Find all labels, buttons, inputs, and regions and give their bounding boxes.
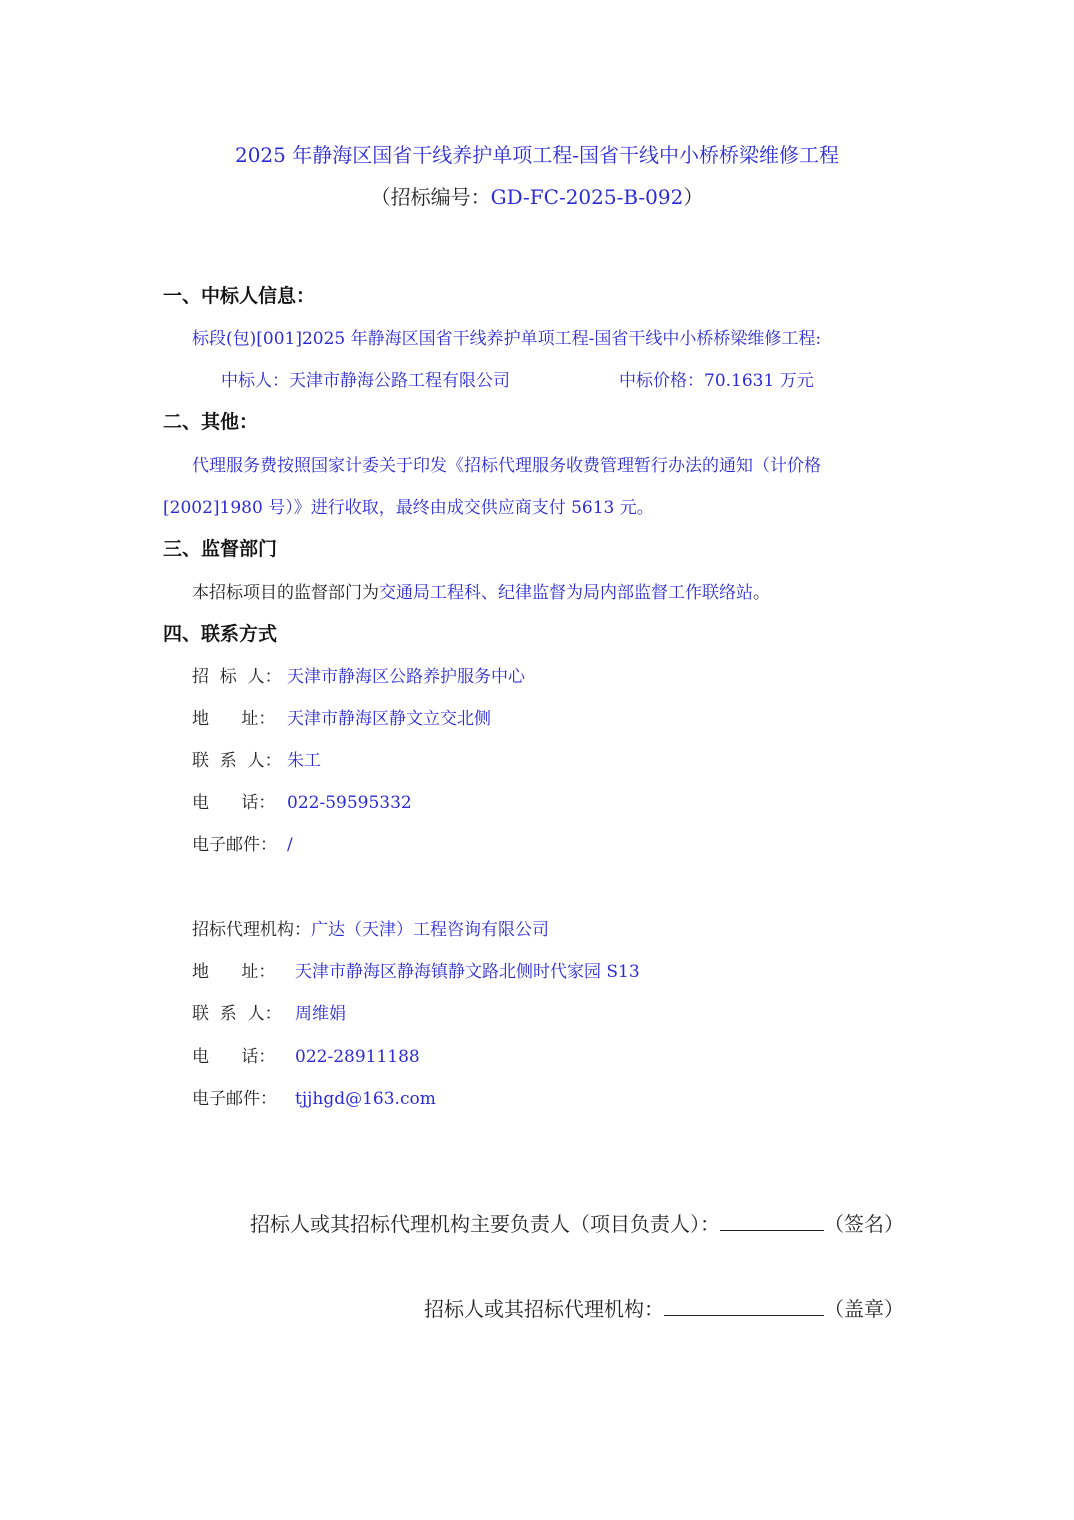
- tenderer-contact-label: 联 系 人：: [192, 751, 282, 771]
- section-2-heading: 二、其他：: [163, 411, 259, 433]
- tenderer-contact-value: 朱工: [287, 751, 321, 771]
- agency-phone-value: 022-28911188: [295, 1047, 420, 1067]
- agency-address-label: 地 址：: [192, 962, 276, 982]
- tender-number-prefix: （招标编号：: [370, 185, 491, 209]
- price-value: 70.1631 万元: [704, 371, 814, 391]
- tenderer-email-label: 电子邮件：: [192, 835, 277, 855]
- tender-number-suffix: ）: [683, 185, 704, 209]
- tenderer-name-label: 招 标 人：: [192, 667, 282, 687]
- tender-number-code: GD-FC-2025-B-092: [490, 185, 684, 209]
- agency-email-value: tjjhgd@163.com: [295, 1089, 436, 1109]
- signature-responsible-line: [250, 1208, 904, 1237]
- agency-address-row: [192, 957, 640, 982]
- agency-name-label: 招标代理机构：: [192, 920, 311, 940]
- agency-contact-label: 联 系 人：: [192, 1004, 282, 1024]
- tenderer-address-label: 地 址：: [192, 709, 276, 729]
- signature-responsible-label: 招标人或其招标代理机构主要负责人（项目负责人）：: [250, 1212, 720, 1236]
- winner-value: 天津市静海公路工程有限公司: [289, 371, 510, 391]
- supervision-prefix: 本招标项目的监督部门为: [192, 583, 379, 603]
- price-label: 中标价格：: [619, 371, 704, 391]
- fee-paragraph-line2: [2002]1980 号）》进行收取，最终由成交供应商支付 5613 元。: [163, 498, 654, 518]
- agency-name-row: [192, 915, 549, 940]
- signature-responsible-suffix: （签名）: [824, 1212, 904, 1236]
- tenderer-name-value: 天津市静海区公路养护服务中心: [287, 667, 525, 687]
- agency-name-value: 广达（天津）工程咨询有限公司: [311, 920, 549, 940]
- supervision-text: [192, 578, 770, 603]
- section-4-heading: 四、联系方式: [163, 623, 278, 645]
- document-title: 2025 年静海区国省干线养护单项工程-国省干线中小桥桥梁维修工程: [234, 143, 839, 167]
- agency-address-value: 天津市静海区静海镇静文路北侧时代家园 S13: [295, 962, 640, 982]
- tenderer-email-row: [192, 830, 293, 855]
- section-1-heading: 一、中标人信息：: [163, 285, 316, 307]
- agency-phone-row: [192, 1042, 420, 1067]
- agency-email-row: [192, 1084, 436, 1109]
- tenderer-address-value: 天津市静海区静文立交北侧: [287, 709, 491, 729]
- agency-phone-label: 电 话：: [192, 1047, 276, 1067]
- seal-label: 招标人或其招标代理机构：: [424, 1297, 664, 1321]
- agency-contact-value: 周维娟: [295, 1004, 346, 1024]
- supervision-suffix: 。: [753, 583, 770, 603]
- tender-number: [0, 181, 1074, 210]
- winner-label: 中标人：: [221, 371, 289, 391]
- tenderer-phone-label: 电 话：: [192, 793, 276, 813]
- agency-contact-row: [192, 999, 346, 1024]
- tenderer-address-row: [192, 704, 491, 729]
- tenderer-contact-row: [192, 746, 321, 771]
- tenderer-phone-row: [192, 788, 412, 813]
- seal-suffix: （盖章）: [824, 1297, 904, 1321]
- winner-line: [221, 366, 510, 391]
- tenderer-name-row: [192, 662, 525, 687]
- price-line: [619, 366, 814, 391]
- seal-blank: [664, 1295, 824, 1316]
- section-3-heading: 三、监督部门: [163, 538, 278, 560]
- seal-line: [424, 1293, 904, 1322]
- signature-blank: [720, 1210, 824, 1231]
- lot-description: 标段(包)[001]2025 年静海区国省干线养护单项工程-国省干线中小桥桥梁维修工程:: [192, 329, 822, 349]
- agency-email-label: 电子邮件：: [192, 1089, 277, 1109]
- tenderer-phone-value: 022-59595332: [287, 793, 412, 813]
- fee-paragraph-line1: 代理服务费按照国家计委关于印发《招标代理服务收费管理暂行办法的通知（计价格: [192, 456, 821, 476]
- tenderer-email-value: /: [287, 835, 293, 855]
- supervision-value: 交通局工程科、纪律监督为局内部监督工作联络站: [379, 583, 753, 603]
